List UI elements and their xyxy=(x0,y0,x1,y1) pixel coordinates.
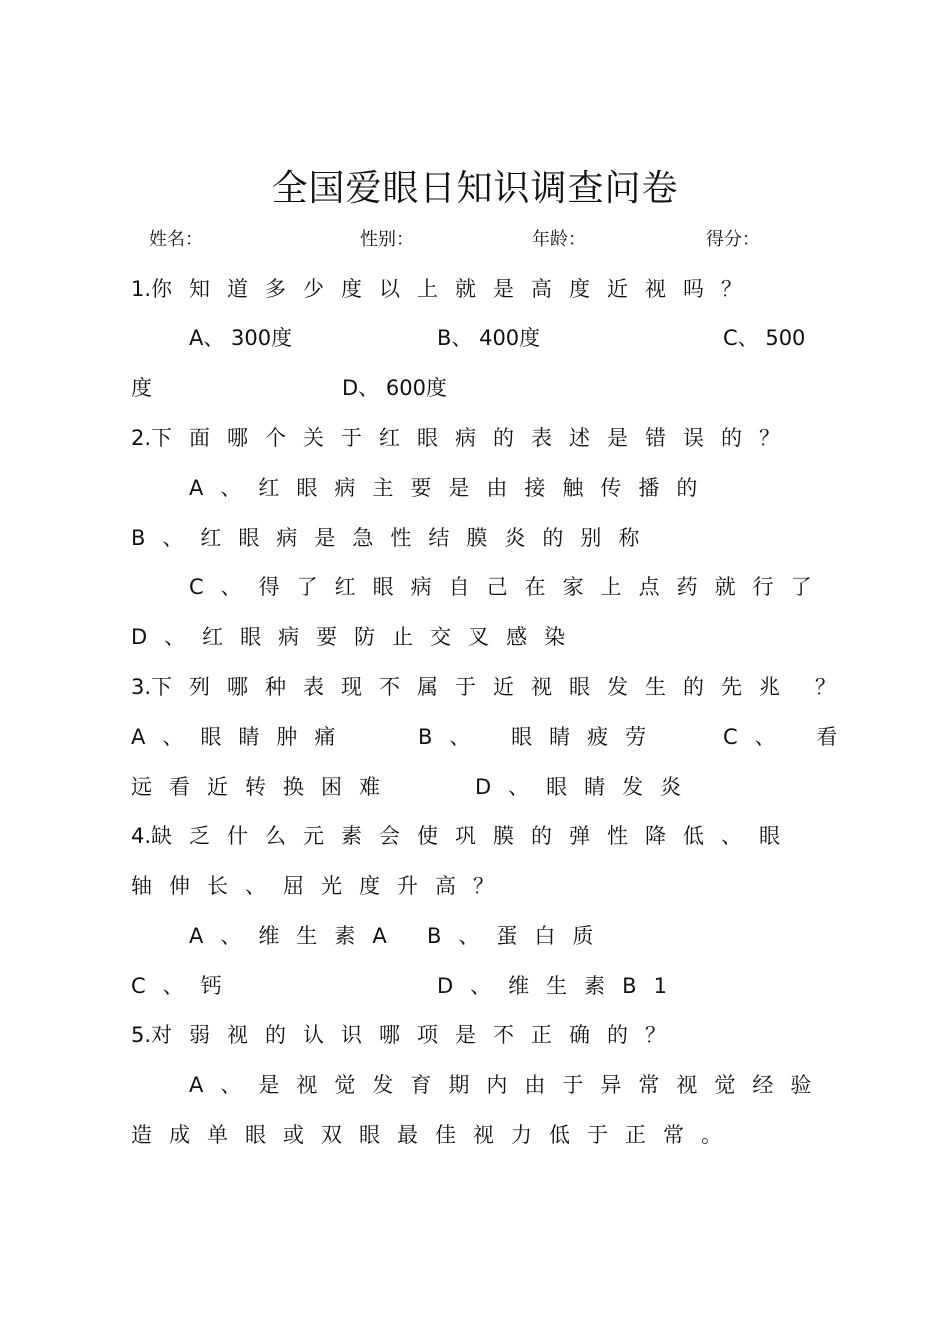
question-text: 下列哪种表现不属于近视眼发生的先兆 xyxy=(151,675,798,699)
option-c[interactable]: C、得了红眼病自己在家上点药就行了 xyxy=(189,575,829,599)
option-b[interactable]: B、 400度 xyxy=(437,326,541,350)
option-d[interactable]: D、维生素B1 xyxy=(437,974,684,998)
option-c-continued: 度 xyxy=(131,376,152,400)
option-a[interactable]: A、维生素A xyxy=(189,924,404,948)
question-4 xyxy=(131,822,797,850)
question-text: 你知道多少度以上就是高度近视吗？ xyxy=(151,277,760,301)
page-title: 全国爱眼日知识调查问卷 xyxy=(271,168,679,209)
question-mark: ？ xyxy=(815,675,836,699)
question-text: 对弱视的认识哪项是不正确的？ xyxy=(151,1023,684,1047)
name-field xyxy=(149,224,203,251)
question-text: 下面哪个关于红眼病的表述是错误的？ xyxy=(151,426,798,450)
question-2 xyxy=(131,424,797,452)
question-3 xyxy=(131,673,797,701)
gender-field xyxy=(360,224,414,251)
age-field xyxy=(532,224,586,251)
info-row xyxy=(0,224,950,252)
option-b[interactable]: B、 眼睛疲劳 xyxy=(418,725,664,749)
option-a[interactable]: A、眼睛肿痛 xyxy=(131,725,353,749)
option-d[interactable]: D、红眼病要防止交叉感染 xyxy=(131,625,583,649)
gender-label: 性别： xyxy=(360,229,414,250)
option-c[interactable]: C、 500 xyxy=(723,326,806,350)
option-c[interactable]: C、钙 xyxy=(131,974,239,998)
question-number: 1. xyxy=(131,277,152,301)
option-d[interactable]: D、眼睛发炎 xyxy=(475,775,699,799)
question-text: 缺乏什么元素会使巩膜的弹性降低、眼 xyxy=(151,824,798,848)
question-5 xyxy=(131,1021,683,1049)
question-number: 2. xyxy=(131,426,152,450)
score-field xyxy=(706,224,760,251)
question-4-continued: 轴伸长、屈光度升高？ xyxy=(131,874,511,898)
option-a[interactable]: A、是视觉发育期内由于异常视觉经验 xyxy=(189,1073,829,1097)
score-label: 得分： xyxy=(706,229,760,250)
age-label: 年龄： xyxy=(532,229,586,250)
option-c[interactable]: C、 看 xyxy=(723,725,855,749)
option-d[interactable]: D、 600度 xyxy=(342,376,447,400)
option-a[interactable]: A、红眼病主要是由接触传播的 xyxy=(189,476,715,500)
option-a[interactable]: A、 300度 xyxy=(189,326,293,350)
option-c-continued: 远看近转换困难 xyxy=(131,775,397,799)
name-label: 姓名： xyxy=(149,229,203,250)
question-number: 3. xyxy=(131,675,152,699)
question-number: 4. xyxy=(131,824,152,848)
option-b[interactable]: B、红眼病是急性结膜炎的别称 xyxy=(131,526,657,550)
question-number: 5. xyxy=(131,1023,152,1047)
question-1 xyxy=(131,275,759,303)
option-b[interactable]: B、蛋白质 xyxy=(427,924,611,948)
option-a-continued: 造成单眼或双眼最佳视力低于正常。 xyxy=(131,1123,739,1147)
